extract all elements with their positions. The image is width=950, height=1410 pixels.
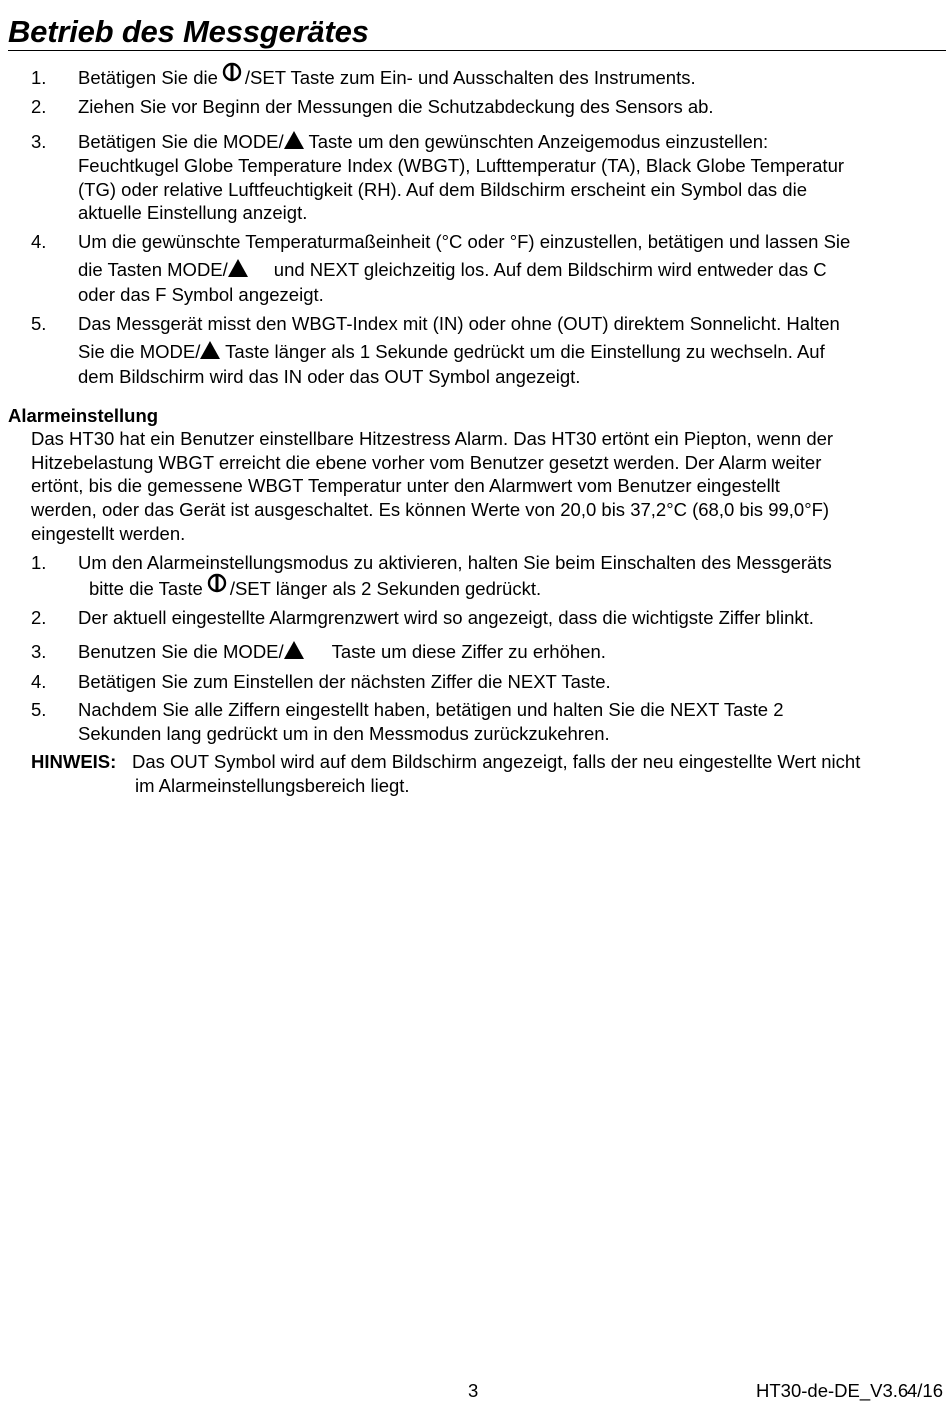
list-item-line: Sekunden lang gedrückt um in den Messmodus zurückzukehren. — [78, 723, 610, 744]
list-number: 4. — [31, 231, 47, 252]
document-id: HT30-de-DE_V3.6 — [756, 1380, 909, 1401]
list-item: Nachdem Sie alle Ziffern eingestellt haben, betätigen und halten Sie die NEXT Taste 2 — [78, 699, 784, 720]
power-icon — [222, 62, 242, 87]
list-item-line: (TG) oder relative Luftfeuchtigkeit (RH). Auf dem Bildschirm erscheint ein Symbol das die — [78, 179, 807, 200]
list-item-line: dem Bildschirm wird das IN oder das OUT Symbol angezeigt. — [78, 366, 581, 387]
list-number: 1. — [31, 67, 47, 88]
list-number: 4. — [31, 671, 47, 692]
list-item: Betätigen Sie die MODE/ Taste um den gewünschten Anzeigemodus einzustellen: — [78, 131, 769, 152]
list-number: 5. — [31, 699, 47, 720]
paragraph-line: eingestellt werden. — [31, 523, 186, 544]
note-label: HINWEIS: — [31, 751, 117, 772]
up-triangle-icon — [284, 641, 304, 659]
up-triangle-icon — [228, 259, 248, 277]
list-number: 5. — [31, 313, 47, 334]
list-number: 2. — [31, 96, 47, 117]
list-item: Um den Alarmeinstellungsmodus zu aktivieren, halten Sie beim Einschalten des Messgeräts — [78, 552, 832, 573]
list-item: Betätigen Sie zum Einstellen der nächsten Ziffer die NEXT Taste. — [78, 671, 611, 692]
list-item-line: aktuelle Einstellung anzeigt. — [78, 202, 308, 223]
list-item: Der aktuell eingestellte Alarmgrenzwert wird so angezeigt, dass die wichtigste Ziffer blinkt. — [78, 607, 814, 628]
list-number: 3. — [31, 641, 47, 662]
list-number: 3. — [31, 131, 47, 152]
list-item: Betätigen Sie die /SET Taste zum Ein- und Ausschalten des Instruments. — [78, 66, 696, 92]
up-triangle-icon — [200, 341, 220, 359]
paragraph-line: ertönt, bis die gemessene WBGT Temperatur unter den Alarmwert vom Benutzer eingestellt — [31, 475, 780, 496]
paragraph-line: Das HT30 hat ein Benutzer einstellbare Hitzestress Alarm. Das HT30 ertönt ein Piepton, wenn der — [31, 428, 834, 449]
list-item-line: die Tasten MODE/ und NEXT gleichzeitig los. Auf dem Bildschirm wird entweder das C — [78, 259, 827, 280]
note-text: Das OUT Symbol wird auf dem Bildschirm angezeigt, falls der neu eingestellte Wert nicht — [132, 751, 861, 772]
page-number: 3 — [468, 1380, 479, 1401]
list-number: 2. — [31, 607, 47, 628]
title-rule — [8, 50, 946, 51]
page-title: Betrieb des Messgerätes — [8, 14, 369, 49]
list-item-line: Feuchtkugel Globe Temperature Index (WBGT), Lufttemperatur (TA), Black Globe Temperatur — [78, 155, 845, 176]
power-icon — [207, 573, 227, 598]
list-item-line: Sie die MODE/ Taste länger als 1 Sekunde gedrückt um die Einstellung zu wechseln. Auf — [78, 341, 825, 362]
list-number: 1. — [31, 552, 47, 573]
list-item: Um die gewünschte Temperaturmaßeinheit (°C oder °F) einzustellen, betätigen und lassen Sie — [78, 231, 851, 252]
section-heading: Alarmeinstellung — [8, 405, 159, 426]
paragraph-line: werden, oder das Gerät ist ausgeschaltet. Es können Werte von 20,0 bis 37,2°C (68,0 bis 99,0°F) — [31, 499, 830, 520]
list-item: Ziehen Sie vor Beginn der Messungen die Schutzabdeckung des Sensors ab. — [78, 96, 714, 117]
page-count: 4/16 — [907, 1380, 944, 1401]
paragraph-line: Hitzebelastung WBGT erreicht die ebene vorher vom Benutzer gesetzt werden. Der Alarm weiter — [31, 452, 822, 473]
list-item: Benutzen Sie die MODE/ Taste um diese Ziffer zu erhöhen. — [78, 641, 606, 662]
list-item-line: bitte die Taste /SET länger als 2 Sekunden gedrückt. — [89, 577, 541, 603]
up-triangle-icon — [284, 131, 304, 149]
list-item: Das Messgerät misst den WBGT-Index mit (IN) oder ohne (OUT) direktem Sonnelicht. Halten — [78, 313, 840, 334]
note-text: im Alarmeinstellungsbereich liegt. — [135, 775, 410, 796]
list-item-line: oder das F Symbol angezeigt. — [78, 284, 324, 305]
